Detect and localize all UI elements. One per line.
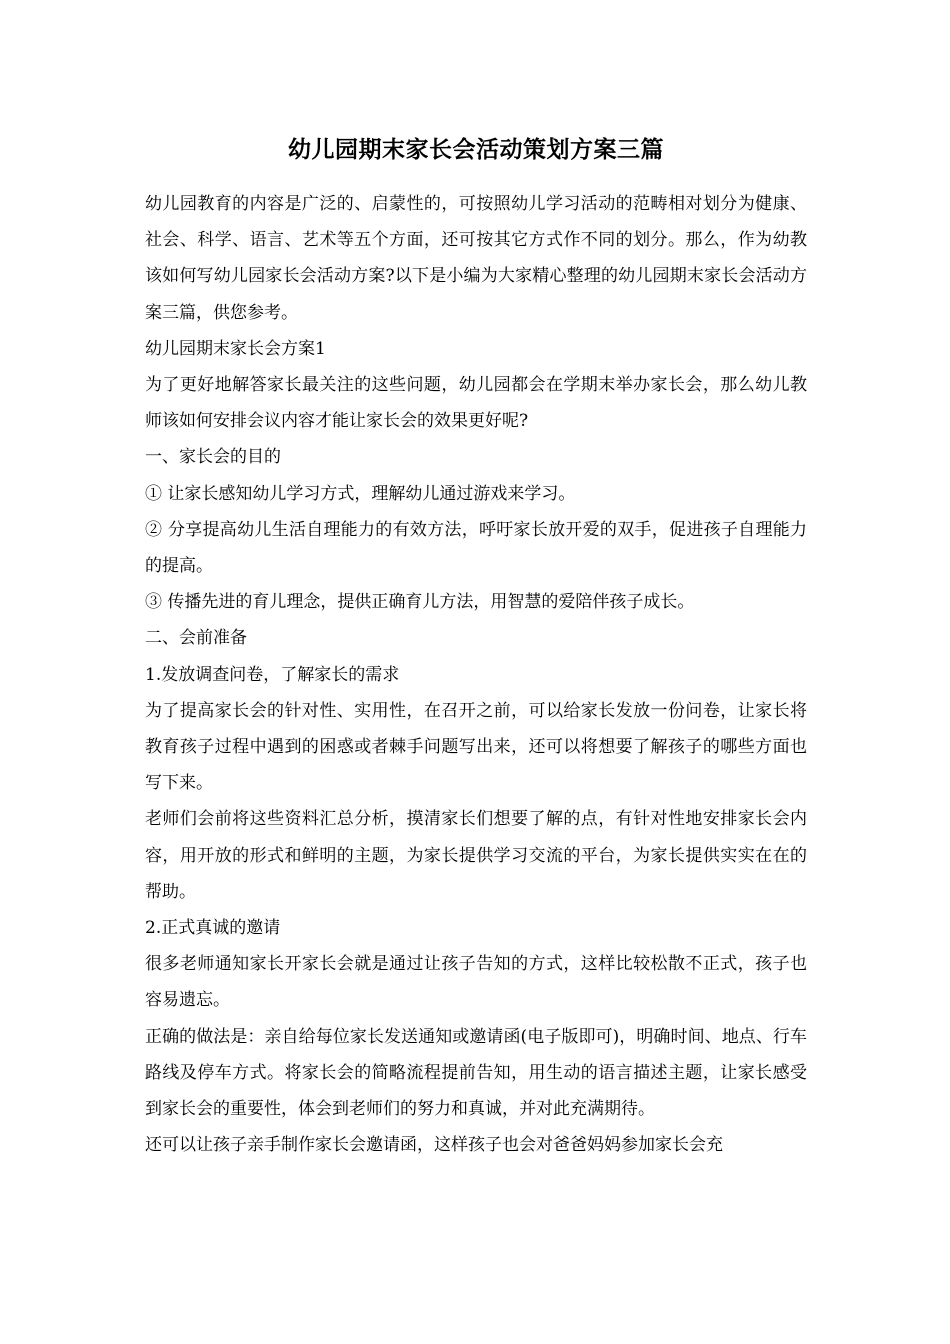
paragraph-item-2-body-b: 正确的做法是：亲自给每位家长发送通知或邀请函(电子版即可)，明确时间、地点、行车路线及停车方式。将家长会的简略流程提前告知，用生动的语言描述主题，让家长感受到家长会的重要性，体会到老师们的努力和真诚，并对此充满期待。 bbox=[145, 1026, 807, 1120]
paragraph-goal-1: ① 让家长感知幼儿学习方式，理解幼儿通过游戏来学习。 bbox=[145, 483, 576, 504]
paragraph-item-1-body-b: 老师们会前将这些资料汇总分析，摸清家长们想要了解的点，有针对性地安排家长会内容，用开放的形式和鲜明的主题，为家长提供学习交流的平台，为家长提供实实在在的帮助。 bbox=[145, 809, 807, 902]
paragraph-item-2-heading: 2.正式真诚的邀请 bbox=[145, 918, 281, 939]
paragraph-intro: 幼儿园教育的内容是广泛的、启蒙性的，可按照幼儿学习活动的范畴相对划分为健康、社会、科学、语言、艺术等五个方面，还可按其它方式作不同的划分。那么，作为幼教该如何写幼儿园家长会活动方案?以下是小编为大家精心整理的幼儿园期末家长会活动方案三篇，供您参考。 bbox=[145, 194, 807, 323]
paragraph-goal-3: ③ 传播先进的育儿理念，提供正确育儿方法，用智慧的爱陪伴孩子成长。 bbox=[145, 592, 695, 613]
paragraph-section-1-heading: 一、家长会的目的 bbox=[145, 447, 281, 468]
paragraph-item-1-body-a: 为了提高家长会的针对性、实用性，在召开之前，可以给家长发放一份问卷，让家长将教育孩子过程中遇到的困惑或者棘手问题写出来，还可以将想要了解孩子的哪些方面也写下来。 bbox=[145, 700, 807, 794]
document-page bbox=[145, 130, 807, 1163]
paragraph-item-2-body-c: 还可以让孩子亲手制作家长会邀请函，这样孩子也会对爸爸妈妈参加家长会充 bbox=[145, 1135, 723, 1156]
paragraph-item-1-heading: 1.发放调查问卷，了解家长的需求 bbox=[145, 664, 400, 685]
paragraph-plan-1-heading: 幼儿园期末家长会方案1 bbox=[145, 338, 326, 359]
paragraph-plan-1-intro: 为了更好地解答家长最关注的这些问题，幼儿园都会在学期末举办家长会，那么幼儿教师该如何安排会议内容才能让家长会的效果更好呢? bbox=[145, 375, 807, 432]
paragraph-goal-2: ② 分享提高幼儿生活自理能力的有效方法，呼吁家长放开爱的双手，促进孩子自理能力的提高。 bbox=[145, 519, 807, 577]
paragraph-item-2-body-a: 很多老师通知家长开家长会就是通过让孩子告知的方式，这样比较松散不正式，孩子也容易遗忘。 bbox=[145, 954, 807, 1011]
paragraph-section-2-heading: 二、会前准备 bbox=[145, 628, 247, 649]
document-title: 幼儿园期末家长会活动策划方案三篇 bbox=[288, 136, 664, 163]
